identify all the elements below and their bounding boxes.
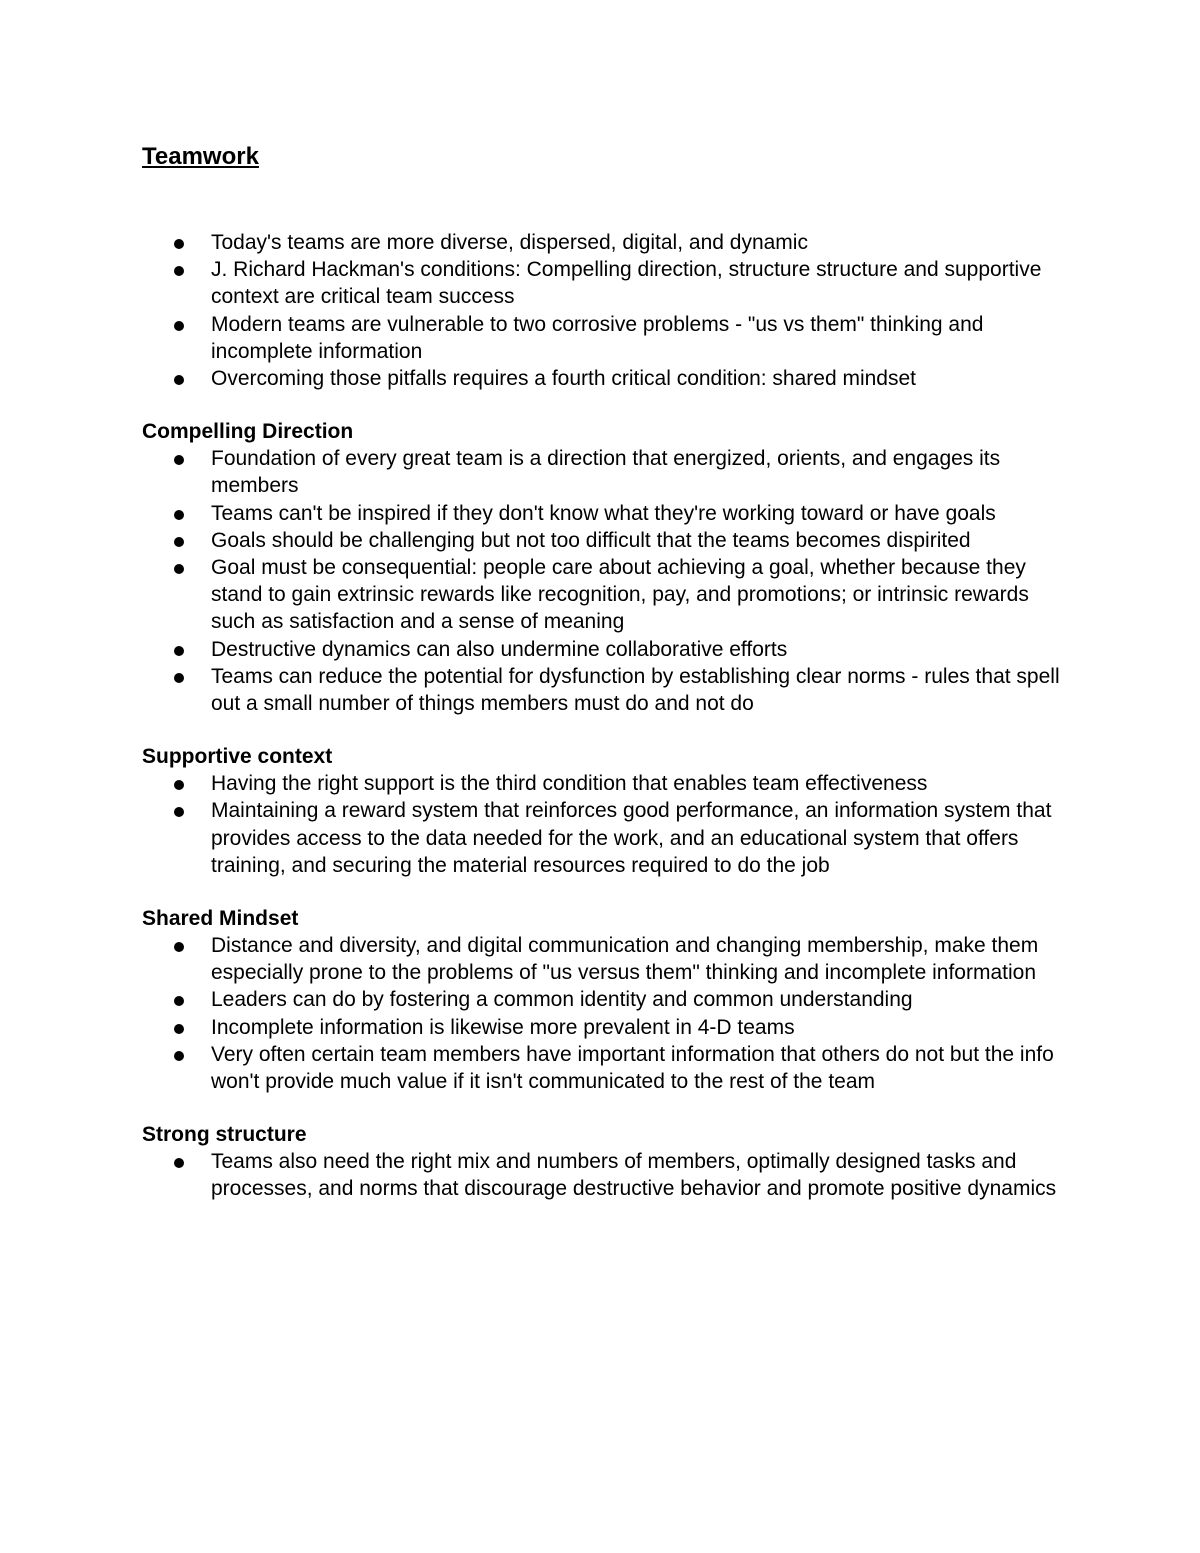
- bullet-icon: [174, 239, 184, 249]
- bullet-text: Maintaining a reward system that reinforces good performance, an information system that provides access to the data needed for the work, and an educational system that offers training, and securing the material resources required to do the job: [211, 799, 1052, 877]
- section-heading: Shared Mindset: [142, 907, 299, 931]
- bullet-text: Teams can't be inspired if they don't know what they're working toward or have goals: [211, 501, 996, 525]
- list-item: [142, 636, 1062, 663]
- bullet-icon: [174, 646, 184, 656]
- section-heading: Supportive context: [142, 745, 333, 769]
- bullet-icon: [174, 1024, 184, 1034]
- list-item: [142, 932, 1062, 986]
- section-bullet-list: [142, 445, 1062, 717]
- bullet-icon: [174, 673, 184, 683]
- bullet-icon: [174, 375, 184, 385]
- bullet-text: Foundation of every great team is a direction that energized, orients, and engages its members: [211, 447, 1001, 498]
- bullet-text: Modern teams are vulnerable to two corrosive problems - "us vs them" thinking and incomplete information: [211, 312, 984, 363]
- list-item: [142, 527, 1062, 554]
- bullet-text: Very often certain team members have important information that others do not but the info won't provide much value if it isn't communicated to the rest of the team: [211, 1042, 1054, 1094]
- list-item: [142, 256, 1062, 310]
- section-shared-mindset: [142, 905, 1062, 1095]
- section-bullet-list: [142, 770, 1062, 879]
- list-item: [142, 797, 1062, 879]
- bullet-text: Teams also need the right mix and numbers of members, optimally designed tasks and processes, and norms that discourage destructive behavior and promote positive dynamics: [211, 1150, 1057, 1201]
- bullet-text: Distance and diversity, and digital communication and changing membership, make them especially prone to the problems of "us versus them" thinking and incomplete information: [211, 934, 1039, 985]
- section-heading: Strong structure: [142, 1123, 307, 1147]
- bullet-icon: [174, 1051, 184, 1061]
- bullet-text: Teams can reduce the potential for dysfunction by establishing clear norms - rules that spell out a small number of things members must do and not do: [211, 664, 1060, 716]
- bullet-text: Destructive dynamics can also undermine collaborative efforts: [211, 637, 788, 661]
- bullet-text: J. Richard Hackman's conditions: Compelling direction, structure structure and supportive context are critical team success: [211, 258, 1042, 309]
- list-item: [142, 554, 1062, 636]
- list-item: [142, 663, 1062, 717]
- bullet-icon: [174, 564, 184, 574]
- section-bullet-list: [142, 932, 1062, 1095]
- list-item: [142, 229, 1062, 256]
- bullet-text: Goals should be challenging but not too difficult that the teams becomes dispirited: [211, 528, 971, 552]
- bullet-icon: [174, 455, 184, 465]
- bullet-text: Having the right support is the third condition that enables team effectiveness: [211, 772, 928, 796]
- section-compelling-direction: [142, 418, 1062, 717]
- bullet-icon: [174, 807, 184, 817]
- bullet-text: Today's teams are more diverse, dispersed, digital, and dynamic: [211, 231, 808, 254]
- bullet-text: Incomplete information is likewise more prevalent in 4-D teams: [211, 1015, 795, 1039]
- bullet-icon: [174, 510, 184, 520]
- list-item: [142, 1148, 1062, 1202]
- intro-bullet-list: [142, 229, 1062, 392]
- list-item: [142, 1041, 1062, 1095]
- bullet-icon: [174, 780, 184, 790]
- bullet-icon: [174, 1158, 184, 1168]
- section-supportive-context: [142, 743, 1062, 879]
- list-item: [142, 770, 1062, 797]
- bullet-text: Leaders can do by fostering a common identity and common understanding: [211, 988, 913, 1012]
- section-strong-structure: [142, 1121, 1062, 1202]
- list-item: [142, 1014, 1062, 1041]
- list-item: [142, 365, 1062, 392]
- bullet-icon: [174, 996, 184, 1006]
- bullet-text: Overcoming those pitfalls requires a fourth critical condition: shared mindset: [211, 367, 916, 391]
- list-item: [142, 311, 1062, 365]
- document-title: Teamwork: [142, 143, 259, 170]
- section-heading: Compelling Direction: [142, 420, 354, 444]
- bullet-icon: [174, 942, 184, 952]
- bullet-text: Goal must be consequential: people care about achieving a goal, whether because they stand to gain extrinsic rewards like recognition, pay, and promotions; or intrinsic rewards such as satisfaction and a sense of meaning: [211, 556, 1029, 634]
- list-item: [142, 500, 1062, 527]
- document-content: [142, 140, 1062, 1203]
- bullet-icon: [174, 537, 184, 547]
- title-spacer: [142, 174, 1062, 229]
- bullet-icon: [174, 266, 184, 276]
- list-item: [142, 986, 1062, 1013]
- list-item: [142, 445, 1062, 499]
- bullet-icon: [174, 321, 184, 331]
- section-bullet-list: [142, 1148, 1062, 1202]
